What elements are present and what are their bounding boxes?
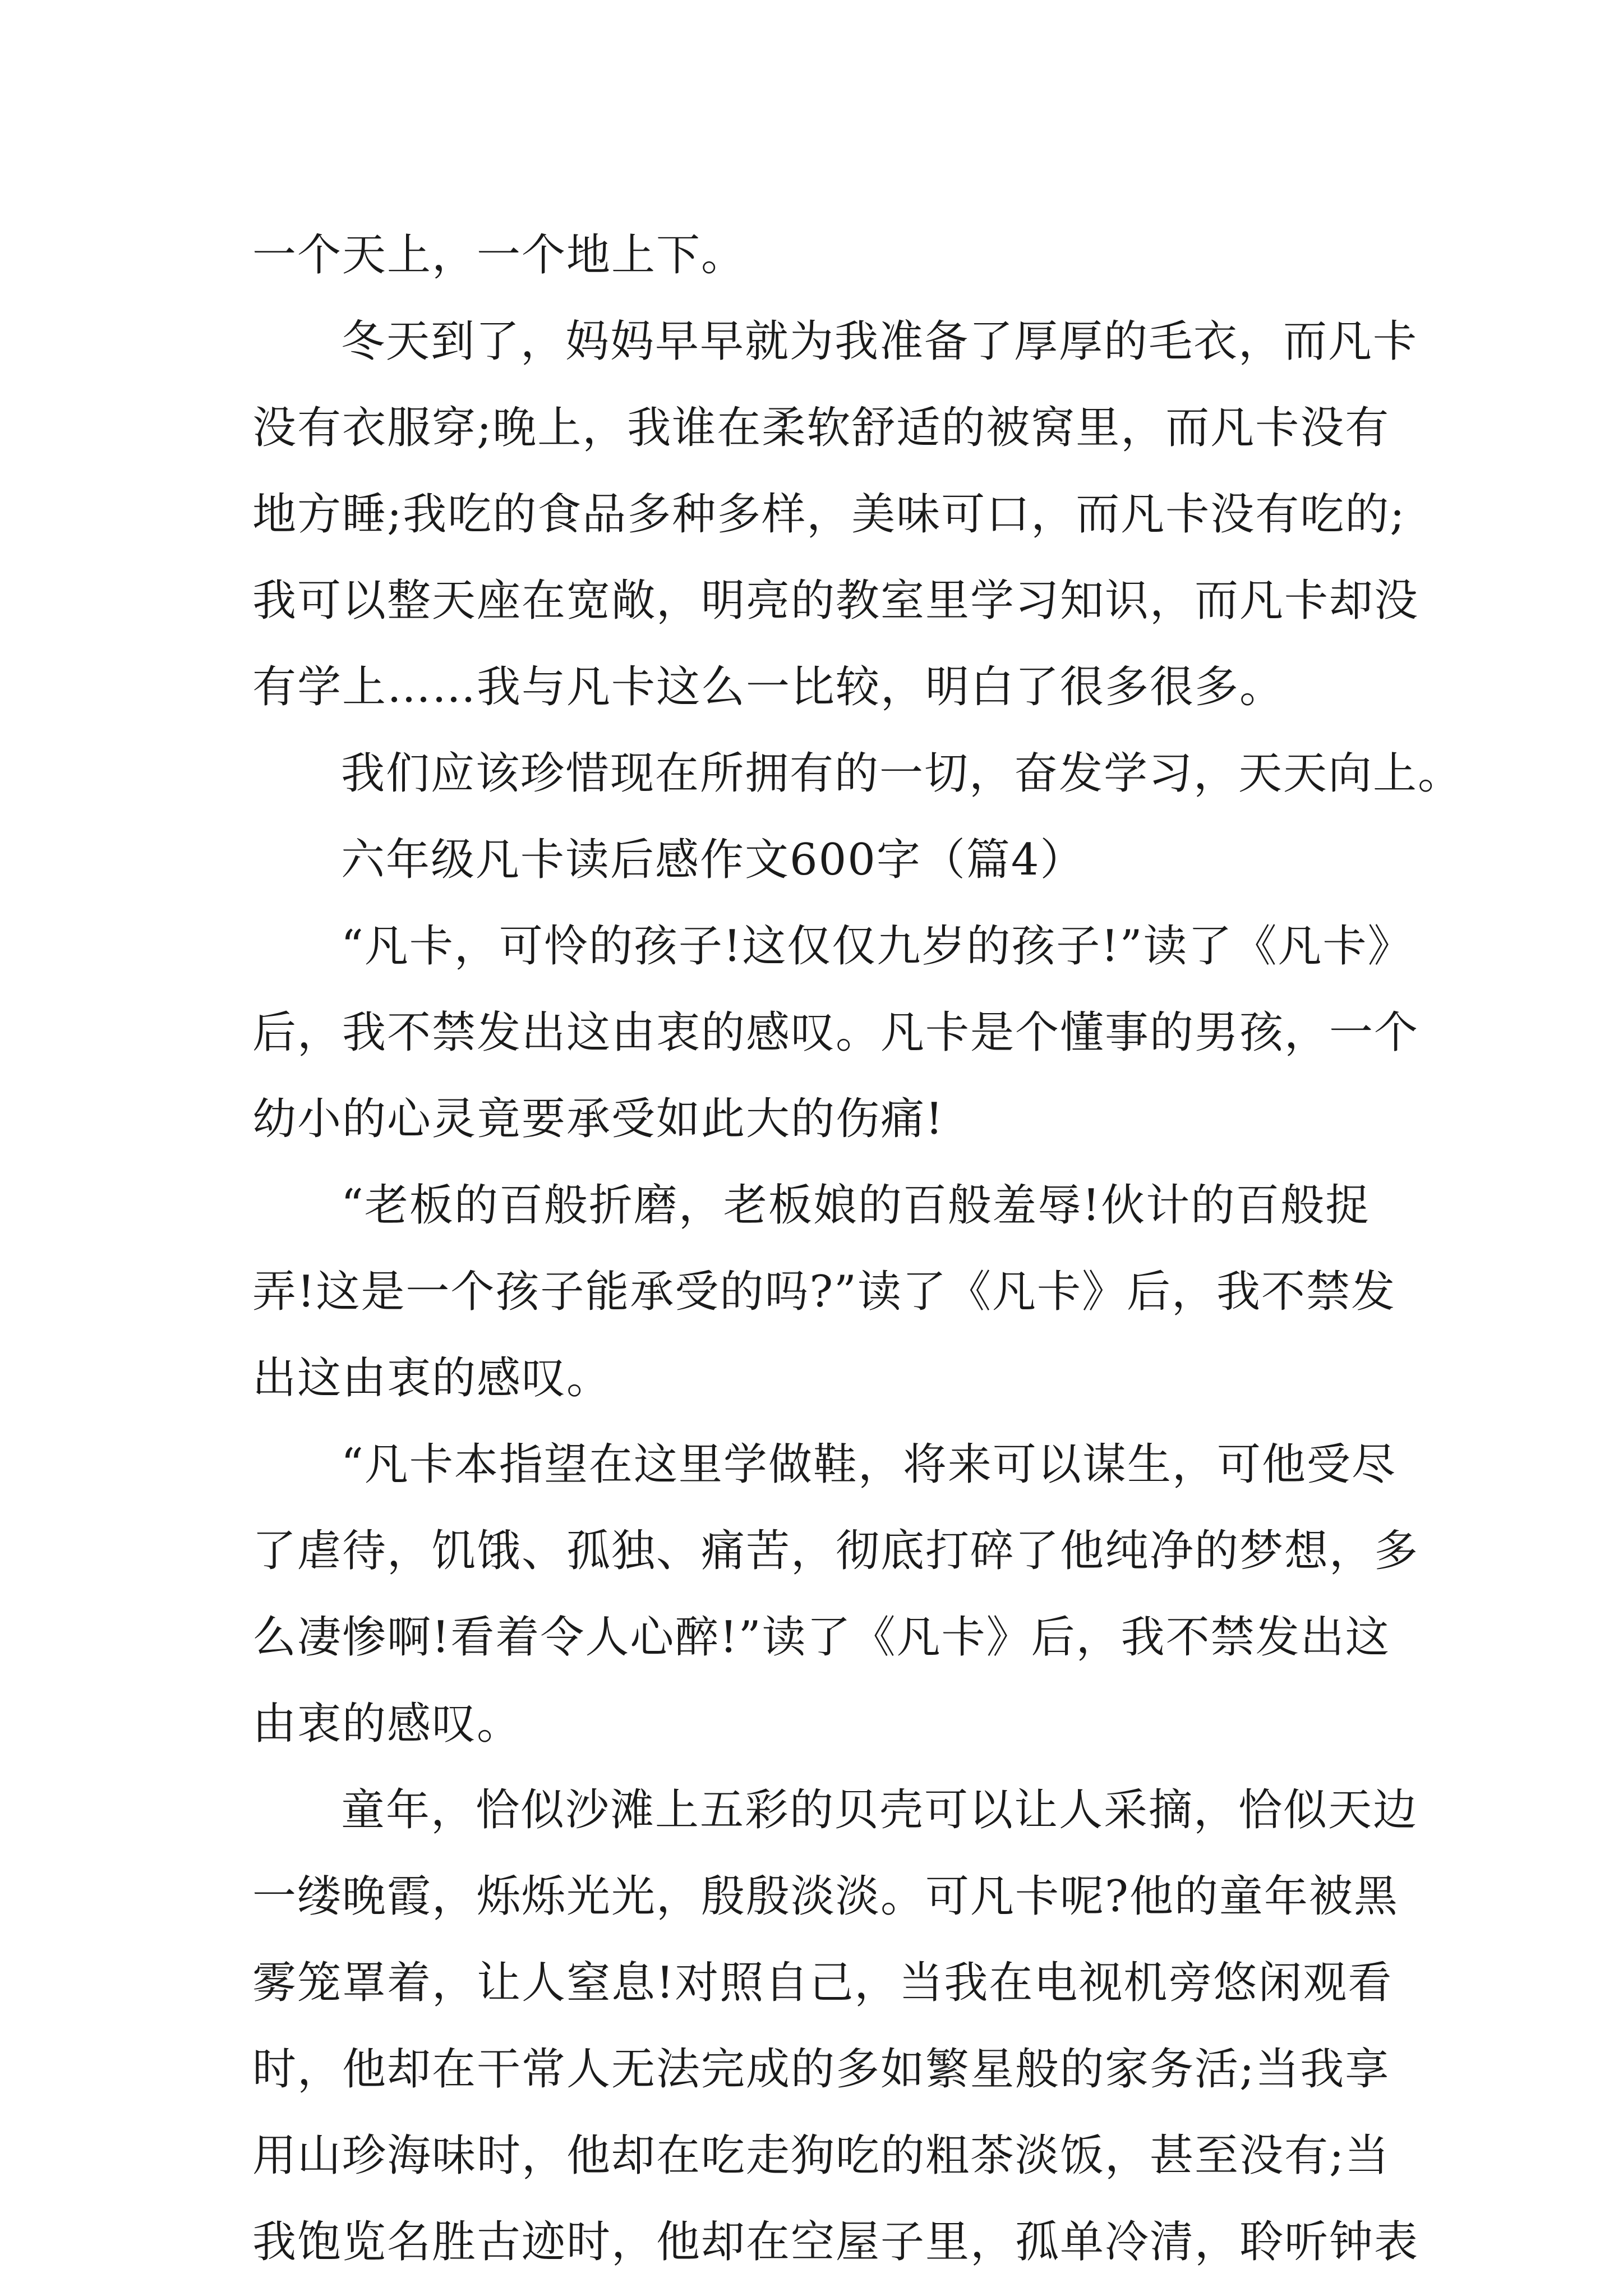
text-line: 由衷的感叹。 <box>252 1699 522 1749</box>
text-line: 时，他却在干常人无法完成的多如繁星般的家务活;当我享 <box>252 2044 1390 2095</box>
text-line: 有学上……我与凡卡这么一比较，明白了很多很多。 <box>252 662 1285 712</box>
text-line: 雾笼罩着，让人窒息!对照自己，当我在电视机旁悠闲观看 <box>252 1958 1393 2008</box>
text-line: 后，我不禁发出这由衷的感叹。凡卡是个懂事的男孩，一个 <box>252 1007 1419 1058</box>
text-line: 用山珍海味时，他却在吃走狗吃的粗茶淡饭，甚至没有;当 <box>252 2131 1390 2181</box>
text-line: 么凄惨啊!看着令人心醉!”读了《凡卡》后，我不禁发出这 <box>252 1612 1390 1663</box>
text-line: 幼小的心灵竟要承受如此大的伤痛! <box>252 1094 944 1144</box>
text-line: “凡卡，可怜的孩子!这仅仅九岁的孩子!”读了《凡卡》 <box>341 921 1413 972</box>
text-line: 了虐待，饥饿、孤独、痛苦，彻底打碎了他纯净的梦想，多 <box>252 1526 1419 1576</box>
text-line: 童年，恰似沙滩上五彩的贝壳可以让人采摘，恰似天边 <box>341 1785 1418 1835</box>
text-line: 我可以整天座在宽敞，明亮的教室里学习知识，而凡卡却没 <box>252 576 1419 626</box>
text-line: “凡卡本指望在这里学做鞋，将来可以谋生，可他受尽 <box>341 1439 1396 1490</box>
text-line: 弄!这是一个孩子能承受的吗?”读了《凡卡》后，我不禁发 <box>252 1267 1396 1317</box>
essay-text <box>252 212 1463 2285</box>
text-line: 我们应该珍惜现在所拥有的一切，奋发学习，天天向上。 <box>341 748 1463 799</box>
text-line: 没有衣服穿;晚上，我谁在柔软舒适的被窝里，而凡卡没有 <box>252 403 1390 453</box>
text-line: “老板的百般折磨，老板娘的百般羞辱!伙计的百般捉 <box>341 1180 1371 1231</box>
section-heading: 六年级凡卡读后感作文600字（篇4） <box>341 835 1085 885</box>
text-line: 一缕晚霞，烁烁光光，殷殷淡淡。可凡卡呢?他的童年被黑 <box>252 1871 1399 1922</box>
text-line: 我饱览名胜古迹时，他却在空屋子里，孤单冷清，聆听钟表 <box>252 2217 1419 2267</box>
text-line: 一个天上，一个地上下。 <box>252 230 746 280</box>
text-line: 出这由衷的感叹。 <box>252 1353 612 1404</box>
text-line: 冬天到了，妈妈早早就为我准备了厚厚的毛衣，而凡卡 <box>341 316 1418 367</box>
text-line: 地方睡;我吃的食品多种多样，美味可口，而凡卡没有吃的; <box>252 489 1406 540</box>
